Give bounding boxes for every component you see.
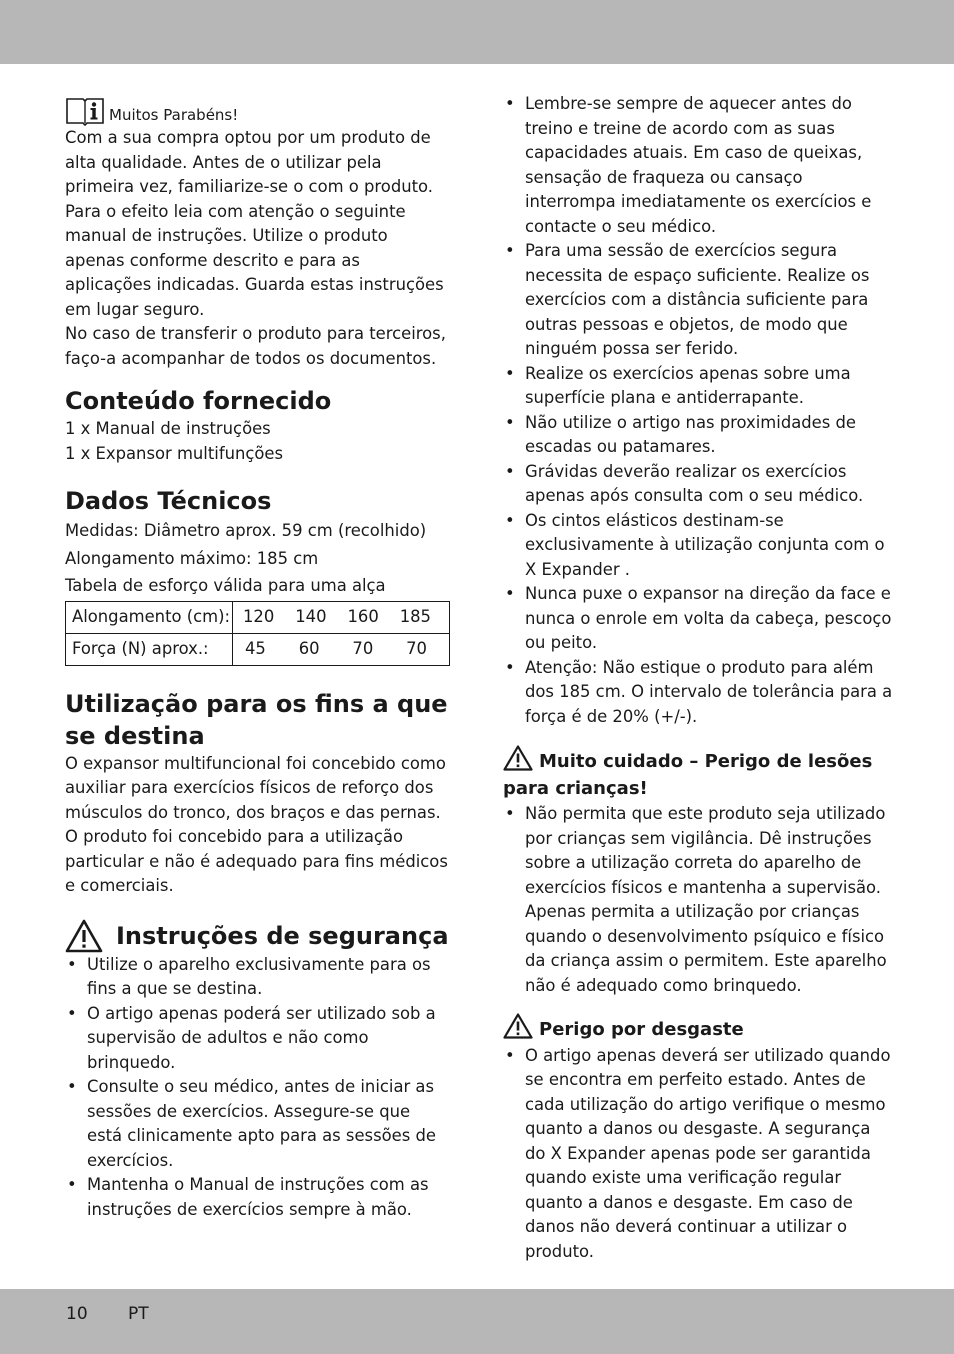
safety-heading: Instruções de segurança <box>116 921 449 950</box>
list-item: • Lembre-se sempre de aquecer antes do treino e treine de acordo com as suas capacidades atuais. Em caso de queixas, sensação de fraqueza ou cansaço interrompa imediatamente os exercícios e contacte o seu médico. <box>503 92 893 239</box>
page-number: 10 <box>66 1304 88 1324</box>
warning-triangle-icon <box>503 745 533 771</box>
usage-body: O expansor multifuncional foi concebido como auxiliar para exercícios físicos de reforço dos músculos do tronco, dos braços e das pernas. O produto foi concebido para a utilização particular e não é adequado para fins médicos e comerciais. <box>65 753 448 895</box>
specs-max-stretch: Alongamento máximo: 185 cm <box>65 548 319 568</box>
contents-item: 1 x Manual de instruções <box>65 419 271 438</box>
warning-triangle-icon <box>65 919 103 953</box>
list-item: • Não permita que este produto seja utilizado por crianças sem vigilância. Dê instruções sobre a utilização correta do aparelho de exercícios físicos e mantenha a supervisão. Apenas permita a utilização por crianças quando o desenvolvimento psíquico e físico da criança assim o permitem. Este aparelho não é adequado como brinquedo. <box>503 802 893 998</box>
language-code: PT <box>128 1304 149 1324</box>
specs-heading: Dados Técnicos <box>65 487 272 515</box>
list-item: • Utilize o aparelho exclusivamente para os fins a que se destina. <box>65 953 450 1002</box>
specs-lines <box>65 517 450 600</box>
safety-list-right <box>503 92 893 729</box>
table-cell: 70 <box>352 638 374 658</box>
intro-title: Muitos Parabéns! <box>109 106 239 124</box>
table-row <box>66 601 450 633</box>
list-item: • Nunca puxe o expansor na direção da face e nunca o enrole em volta da cabeça, pescoço ou peito. <box>503 582 893 656</box>
list-item: • Os cintos elásticos destinam-se exclusivamente à utilização conjunta com o X Expander . <box>503 509 893 583</box>
warning-triangle-icon <box>503 1013 533 1039</box>
table-row <box>66 633 450 665</box>
header-bar <box>0 0 954 64</box>
table-cell: 160 <box>347 606 379 626</box>
safety-heading-line <box>65 919 450 953</box>
table-cell: 120 <box>243 606 275 626</box>
contents-item: 1 x Expansor multifunções <box>65 443 284 463</box>
intro-body-transfer: No caso de transferir o produto para terceiros, faço-a acompanhar de todos os documentos. <box>65 324 446 368</box>
list-item: • Grávidas deverão realizar os exercícios apenas após consulta com o seu médico. <box>503 460 893 509</box>
list-item: • O artigo apenas poderá ser utilizado sob a supervisão de adultos e não como brinquedo. <box>65 1002 450 1076</box>
wear-heading: Perigo por desgaste <box>539 1019 744 1040</box>
list-item: • Não utilize o artigo nas proximidades de escadas ou patamares. <box>503 411 893 460</box>
right-column <box>503 92 893 1264</box>
table-cell: 185 <box>399 606 431 626</box>
info-book-icon <box>65 96 105 126</box>
list-item: • Para uma sessão de exercícios segura necessita de espaço suficiente. Realize os exercícios com a distância suficiente para outras pessoas e objetos, de modo que ninguém possa ser ferido. <box>503 239 893 362</box>
table-cell-label: Alongamento (cm): <box>66 601 233 633</box>
table-cell: 60 <box>298 638 320 658</box>
list-item: • Realize os exercícios apenas sobre uma superfície plana e antiderrapante. <box>503 362 893 411</box>
table-cell: 140 <box>295 606 327 626</box>
table-cell: 45 <box>245 638 266 658</box>
children-heading-line <box>503 745 893 802</box>
table-cell-values <box>233 633 450 665</box>
table-cell-values <box>233 601 450 633</box>
children-list <box>503 802 893 998</box>
list-item: • Atenção: Não estique o produto para além dos 185 cm. O intervalo de tolerância para a força é de 20% (+/-). <box>503 656 893 730</box>
stretch-values <box>233 605 449 630</box>
safety-list-left <box>65 953 450 1223</box>
intro-title-line <box>65 96 450 126</box>
list-item: • Consulte o seu médico, antes de iniciar as sessões de exercícios. Assegure-se que está clinicamente apto para as sessões de exercícios. <box>65 1075 450 1173</box>
children-heading: Muito cuidado – Perigo de lesões para crianças! <box>503 751 873 799</box>
specs-dimensions: Medidas: Diâmetro aprox. 59 cm (recolhido) <box>65 521 427 540</box>
wear-heading-line <box>503 1013 893 1044</box>
wear-list <box>503 1044 893 1265</box>
table-cell-label: Força (N) aprox.: <box>66 633 233 665</box>
force-values <box>233 637 449 662</box>
usage-heading: Utilização para os fins a que se destina <box>65 689 448 750</box>
specs-table-caption: Tabela de esforço válida para uma alça <box>65 576 386 595</box>
table-cell: 70 <box>406 638 427 658</box>
left-column <box>65 96 450 1222</box>
intro-body: Com a sua compra optou por um produto de alta qualidade. Antes de o utilizar pela primeira vez, familiarize-se o com o produto. Para o efeito leia com atenção o seguinte manual de instruções. Utilize o produto apenas conforme descrito e para as aplicações indicadas. Guarda estas instruções em lugar seguro. <box>65 128 444 319</box>
list-item: • Mantenha o Manual de instruções com as instruções de exercícios sempre à mão. <box>65 1173 450 1222</box>
contents-heading: Conteúdo fornecido <box>65 387 332 415</box>
list-item: • O artigo apenas deverá ser utilizado quando se encontra em perfeito estado. Antes de cada utilização do artigo verifique o mesmo quanto a danos ou desgaste. A segurança do X Expander apenas pode ser garantida quando existe uma verificação regular quanto a danos e desgaste. Em caso de danos não deverá continuar a utilizar o produto. <box>503 1044 893 1265</box>
tension-table <box>65 601 450 666</box>
